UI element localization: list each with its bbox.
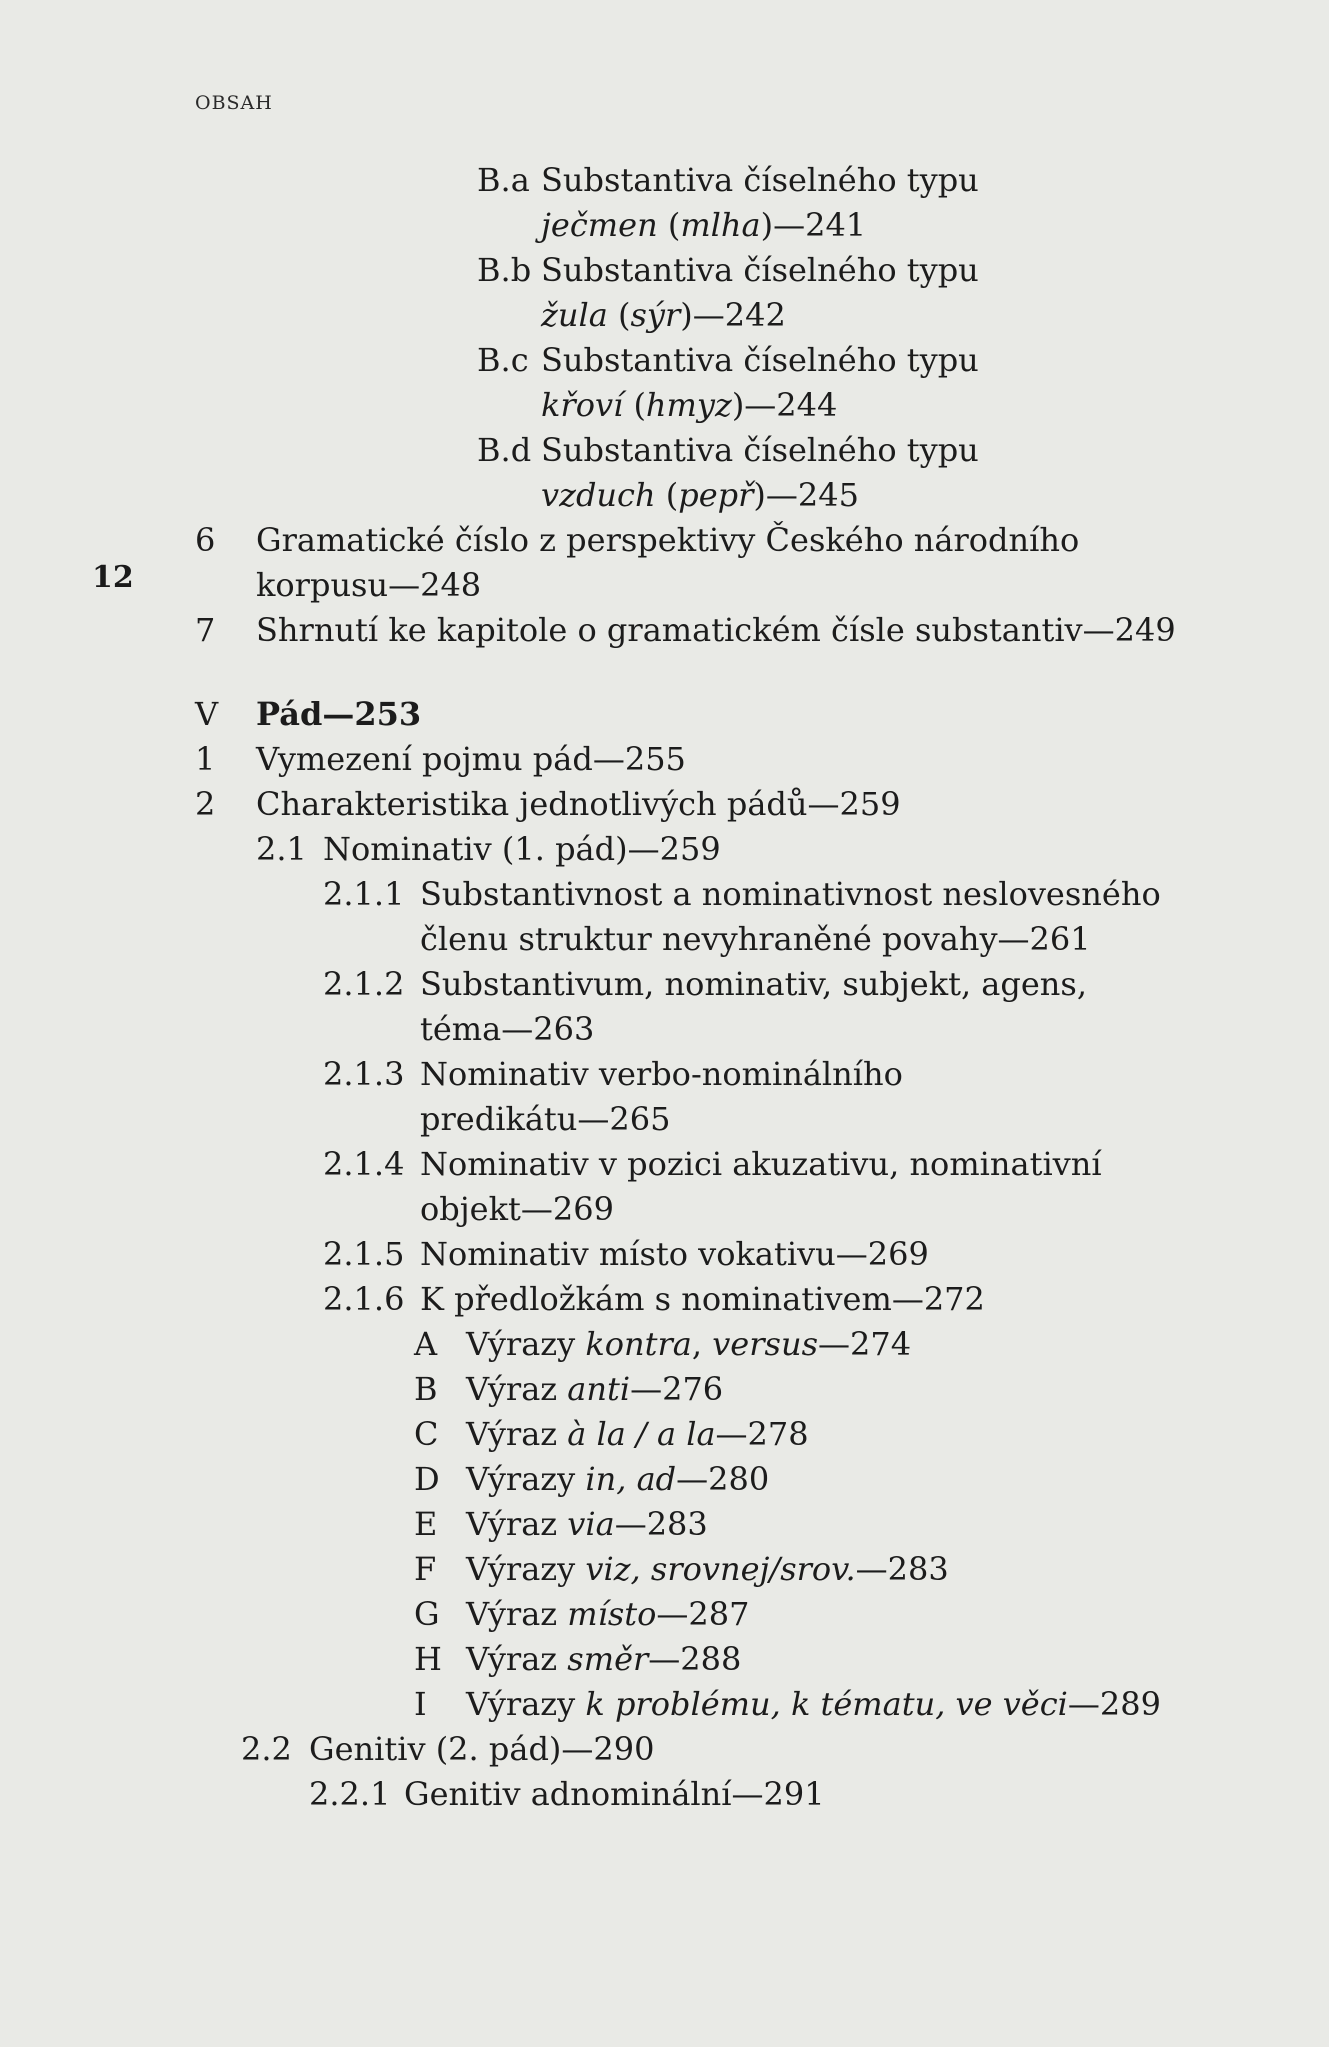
- toc-title-segment: Výrazy: [466, 1685, 586, 1723]
- toc-number: B: [414, 1370, 438, 1408]
- toc-title-segment: —278: [715, 1415, 809, 1453]
- toc-title-segment: —287: [656, 1595, 750, 1633]
- toc-entry: [0, 1052, 1329, 1097]
- toc-number: B.d: [477, 431, 532, 469]
- toc-title: [256, 563, 481, 608]
- toc-title: [541, 293, 786, 338]
- toc-title-segment: —280: [676, 1460, 770, 1498]
- toc-title-segment: )—241: [760, 206, 867, 244]
- toc-number: 2: [195, 785, 216, 823]
- toc-title: [404, 1772, 825, 1817]
- toc-title: [256, 518, 1079, 563]
- toc-title: [420, 917, 1091, 962]
- toc-number: V: [195, 695, 219, 733]
- toc-number: H: [414, 1640, 442, 1678]
- toc-entry: [0, 1772, 1329, 1817]
- toc-title-segment: objekt—269: [420, 1190, 614, 1228]
- toc-title-segment: (: [657, 206, 681, 244]
- toc-title-italic: versus: [712, 1325, 818, 1363]
- toc-number: 7: [195, 611, 216, 649]
- toc-title-segment: členu struktur nevyhraněné povahy—261: [420, 920, 1091, 958]
- toc-title: [256, 782, 901, 827]
- toc-title-segment: Shrnutí ke kapitole o gramatickém čísle substantiv—249: [256, 611, 1176, 649]
- toc-number: 2.1.6: [323, 1280, 405, 1318]
- toc-entry: [0, 917, 1329, 962]
- toc-title: [466, 1637, 741, 1682]
- toc-entry: [0, 383, 1329, 428]
- toc-number: 2.1.5: [323, 1235, 405, 1273]
- toc-entry: [0, 1502, 1329, 1547]
- toc-entry: [0, 692, 1329, 737]
- toc-number: 2.2.1: [309, 1775, 391, 1813]
- toc-entry: [0, 1412, 1329, 1457]
- toc-title-segment: Substantiva číselného typu: [541, 341, 979, 379]
- toc-title: [541, 338, 979, 383]
- toc-title-segment: téma—263: [420, 1010, 595, 1048]
- toc-title-segment: Výraz: [466, 1505, 568, 1543]
- toc-number: 2.1.1: [323, 875, 405, 913]
- toc-title-segment: Substantivnost a nominativnost neslovesného: [420, 875, 1161, 913]
- toc-entry: [0, 473, 1329, 518]
- toc-title: [541, 428, 979, 473]
- toc-title-italic: à la / a la: [567, 1415, 716, 1453]
- toc-title: [541, 158, 979, 203]
- toc-number: B.c: [477, 341, 529, 379]
- toc-entry: [0, 563, 1329, 608]
- toc-title-segment: Výraz: [466, 1640, 568, 1678]
- toc-title-segment: ,: [691, 1325, 713, 1363]
- toc-title-segment: —289: [1067, 1685, 1161, 1723]
- toc-title-italic: žula: [541, 296, 608, 334]
- toc-title-italic: anti: [567, 1370, 631, 1408]
- toc-entry: [0, 338, 1329, 383]
- toc-title-segment: (: [607, 296, 631, 334]
- toc-title-segment: Nominativ místo vokativu—269: [420, 1235, 929, 1273]
- toc-entry: [0, 608, 1329, 653]
- toc-title-segment: korpusu—248: [256, 566, 482, 604]
- toc-title-segment: Substantiva číselného typu: [541, 161, 979, 199]
- toc-title-segment: Charakteristika jednotlivých pádů—259: [256, 785, 901, 823]
- toc-title-italic: in, ad: [585, 1460, 677, 1498]
- toc-title: [323, 827, 721, 872]
- toc-entry: [0, 1592, 1329, 1637]
- toc-title-segment: —288: [648, 1640, 742, 1678]
- toc-title-segment: Výraz: [466, 1415, 568, 1453]
- toc-number: D: [414, 1460, 440, 1498]
- toc-title: [420, 872, 1161, 917]
- toc-title: [420, 1277, 985, 1322]
- toc-title-segment: )—242: [680, 296, 786, 334]
- toc-title: [541, 248, 979, 293]
- toc-number: 2.1: [256, 830, 307, 868]
- toc-title-segment: Substantiva číselného typu: [541, 251, 979, 289]
- toc-entry: [0, 293, 1329, 338]
- toc-entry: [0, 1322, 1329, 1367]
- toc-entry: [0, 1682, 1329, 1727]
- toc-entry: [0, 872, 1329, 917]
- toc-title-italic: sýr: [630, 296, 681, 334]
- toc-title-segment: —274: [817, 1325, 912, 1363]
- toc-title-segment: Vymezení pojmu pád—255: [256, 740, 686, 778]
- toc-entry: [0, 1142, 1329, 1187]
- toc-title-segment: )—245: [753, 476, 859, 514]
- toc-title: [420, 1052, 903, 1097]
- toc-title-segment: Pád—253: [256, 695, 422, 733]
- toc-number: F: [414, 1550, 437, 1588]
- toc-title: [466, 1682, 1161, 1727]
- toc-entry: [0, 1232, 1329, 1277]
- toc-title-italic: hmyz: [645, 386, 732, 424]
- page-number: 12: [92, 560, 134, 595]
- toc-title-italic: viz, srovnej/srov.: [585, 1550, 856, 1588]
- toc-title: [420, 1097, 670, 1142]
- running-header: OBSAH: [195, 92, 273, 114]
- toc-title-italic: ječmen: [541, 206, 658, 244]
- toc-number: 2.1.3: [323, 1055, 405, 1093]
- toc-entry: [0, 248, 1329, 293]
- toc-entry: [0, 1547, 1329, 1592]
- toc-title-segment: Substantiva číselného typu: [541, 431, 979, 469]
- toc-title: [466, 1367, 723, 1412]
- toc-title-italic: k problému, k tématu, ve věci: [585, 1685, 1068, 1723]
- toc-title-italic: kontra: [585, 1325, 692, 1363]
- toc-number: I: [414, 1685, 427, 1723]
- toc-title: [466, 1412, 809, 1457]
- toc-title-segment: —283: [855, 1550, 949, 1588]
- toc-entry: [0, 1007, 1329, 1052]
- toc-number: G: [414, 1595, 440, 1633]
- toc-entry: [0, 782, 1329, 827]
- toc-entry: [0, 158, 1329, 203]
- toc-number: 1: [195, 740, 216, 778]
- toc-title-italic: via: [567, 1505, 615, 1543]
- toc-title: [256, 737, 686, 782]
- toc-title: [420, 1142, 1102, 1187]
- toc-entry: [0, 203, 1329, 248]
- toc-entry: [0, 827, 1329, 872]
- toc-title: [256, 608, 1176, 653]
- toc-title: [420, 1232, 929, 1277]
- toc-title-segment: Nominativ verbo-nominálního: [420, 1055, 903, 1093]
- toc-number: B.a: [477, 161, 530, 199]
- toc-title-segment: Výraz: [466, 1595, 568, 1633]
- toc-number: 6: [195, 521, 216, 559]
- toc-number: C: [414, 1415, 439, 1453]
- toc-title-segment: Nominativ (1. pád)—259: [323, 830, 721, 868]
- toc-entry: [0, 1187, 1329, 1232]
- toc-title-segment: predikátu—265: [420, 1100, 671, 1138]
- toc-title: [420, 962, 1087, 1007]
- toc-title-segment: Genitiv adnominální—291: [404, 1775, 825, 1813]
- toc-title: [541, 203, 866, 248]
- toc-title-segment: Substantivum, nominativ, subjekt, agens,: [420, 965, 1087, 1003]
- toc-title: [309, 1727, 654, 1772]
- toc-title: [466, 1502, 708, 1547]
- toc-number: 2.1.2: [323, 965, 405, 1003]
- toc-title-italic: mlha: [680, 206, 761, 244]
- toc-title-italic: směr: [567, 1640, 649, 1678]
- toc-title-segment: Genitiv (2. pád)—290: [309, 1730, 655, 1768]
- toc-entry: [0, 737, 1329, 782]
- toc-title-italic: pepř: [678, 476, 754, 514]
- toc-title-segment: —283: [614, 1505, 708, 1543]
- toc-title-italic: křoví: [541, 386, 624, 424]
- toc-title: [466, 1592, 750, 1637]
- toc-entry: [0, 1637, 1329, 1682]
- toc-title: [420, 1007, 594, 1052]
- toc-entry: [0, 518, 1329, 563]
- toc-title-segment: —276: [630, 1370, 724, 1408]
- toc-title-italic: vzduch: [541, 476, 656, 514]
- toc-number: E: [414, 1505, 438, 1543]
- toc-entry: [0, 1277, 1329, 1322]
- toc-entry: [0, 1457, 1329, 1502]
- toc-title: [466, 1322, 911, 1367]
- toc-title-segment: Výraz: [466, 1370, 568, 1408]
- toc-title: [466, 1457, 769, 1502]
- toc-title-italic: místo: [567, 1595, 657, 1633]
- toc-title: [541, 473, 859, 518]
- toc-title-segment: Gramatické číslo z perspektivy Českého národního: [256, 521, 1080, 559]
- toc-title: [466, 1547, 949, 1592]
- toc-title: [420, 1187, 614, 1232]
- toc-title: [541, 383, 837, 428]
- toc-entry: [0, 1097, 1329, 1142]
- toc-number: 2.1.4: [323, 1145, 405, 1183]
- toc-title-segment: Nominativ v pozici akuzativu, nominativní: [420, 1145, 1102, 1183]
- toc-entry: [0, 1367, 1329, 1412]
- toc-number: B.b: [477, 251, 532, 289]
- toc-title-segment: K předložkám s nominativem—272: [420, 1280, 985, 1318]
- toc-title-segment: Výrazy: [466, 1460, 586, 1498]
- toc-title-segment: (: [655, 476, 679, 514]
- toc-title-segment: Výrazy: [466, 1550, 586, 1588]
- toc-entry: [0, 1727, 1329, 1772]
- toc-entry: [0, 428, 1329, 473]
- toc-title-segment: (: [623, 386, 646, 424]
- toc-entry: [0, 962, 1329, 1007]
- toc-number: 2.2: [241, 1730, 292, 1768]
- toc-title-segment: Výrazy: [466, 1325, 586, 1363]
- toc-title-segment: )—244: [731, 386, 838, 424]
- toc-title: [256, 692, 421, 737]
- toc-number: A: [414, 1325, 438, 1363]
